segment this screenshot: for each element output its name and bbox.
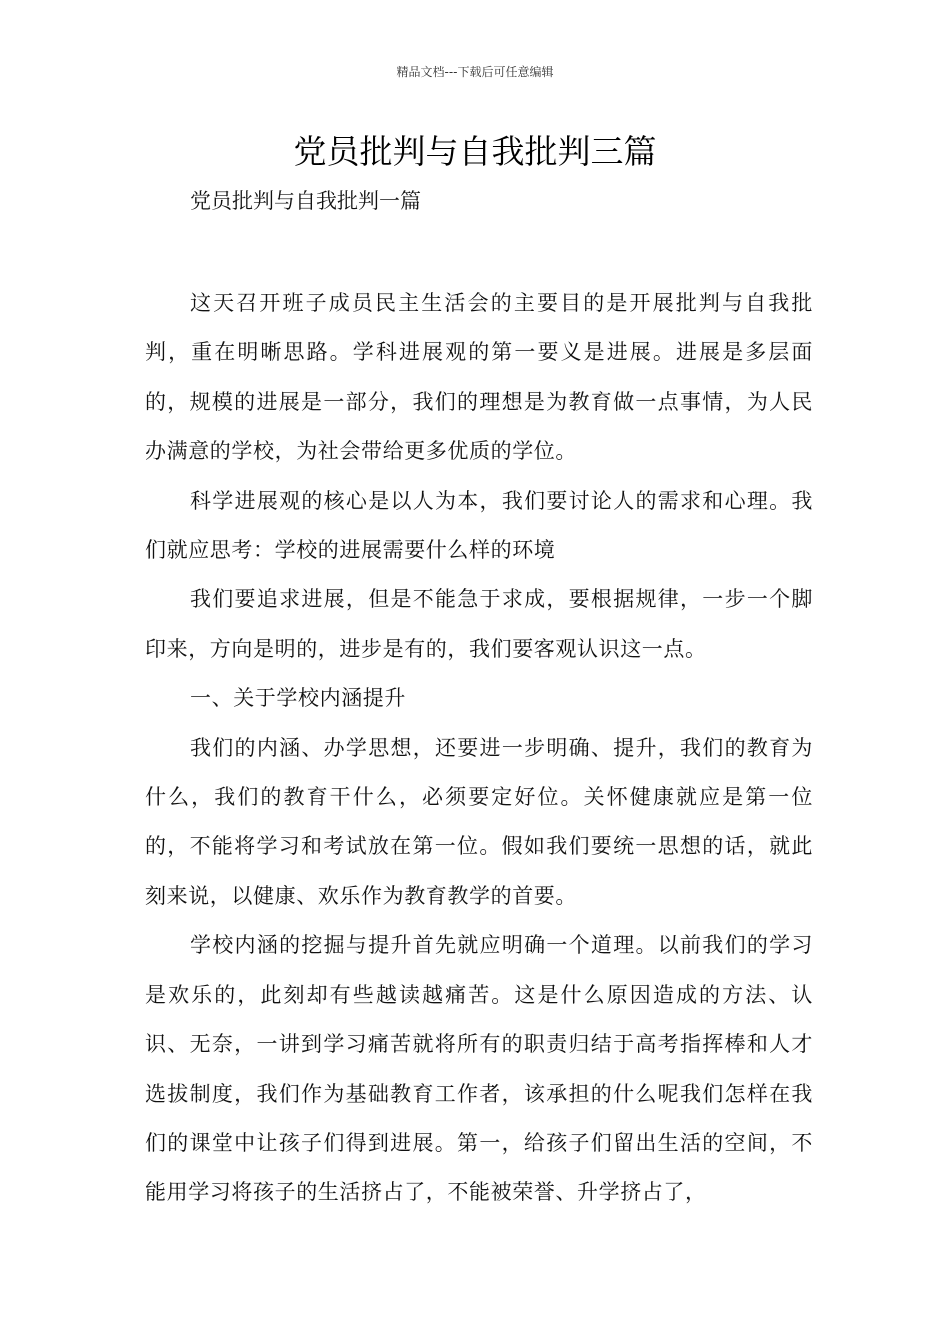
section-heading: 一、关于学校内涵提升 — [190, 686, 406, 711]
paragraph: 我们的内涵、办学思想，还要进一步明确、提升，我们的教育为什么，我们的教育干什么，必须要定好位。关怀健康就应是第一位的，不能将学习和考试放在第一位。假如我们要统一思想的话，就此刻来说，以健康、欢乐作为教育教学的首要。 — [145, 735, 813, 908]
paragraph: 这天召开班子成员民主生活会的主要目的是开展批判与自我批判，重在明晰思路。学科进展观的第一要义是进展。进展是多层面的，规模的进展是一部分，我们的理想是为教育做一点事情，为人民办满意的学校，为社会带给更多优质的学位。 — [145, 291, 813, 464]
paragraph: 科学进展观的核心是以人为本，我们要讨论人的需求和心理。我们就应思考：学校的进展需要什么样的环境 — [145, 488, 813, 563]
document-title: 党员批判与自我批判三篇 — [293, 132, 657, 171]
header-note: 精品文档---下载后可任意编辑 — [396, 65, 554, 79]
paragraph: 我们要追求进展，但是不能急于求成，要根据规律，一步一个脚印来，方向是明的，进步是有的，我们要客观认识这一点。 — [145, 587, 813, 661]
paragraph: 学校内涵的挖掘与提升首先就应明确一个道理。以前我们的学习是欢乐的，此刻却有些越读越痛苦。这是什么原因造成的方法、认识、无奈，一讲到学习痛苦就将所有的职责归结于高考指挥棒和人才选拔制度，我们作为基础教育工作者，该承担的什么呢我们怎样在我们的课堂中让孩子们得到进展。第一，给孩子们留出生活的空间，不能用学习将孩子的生活挤占了，不能被荣誉、升学挤占了， — [145, 933, 813, 1205]
document-subtitle: 党员批判与自我批判一篇 — [190, 189, 421, 213]
document-body — [145, 279, 813, 1218]
